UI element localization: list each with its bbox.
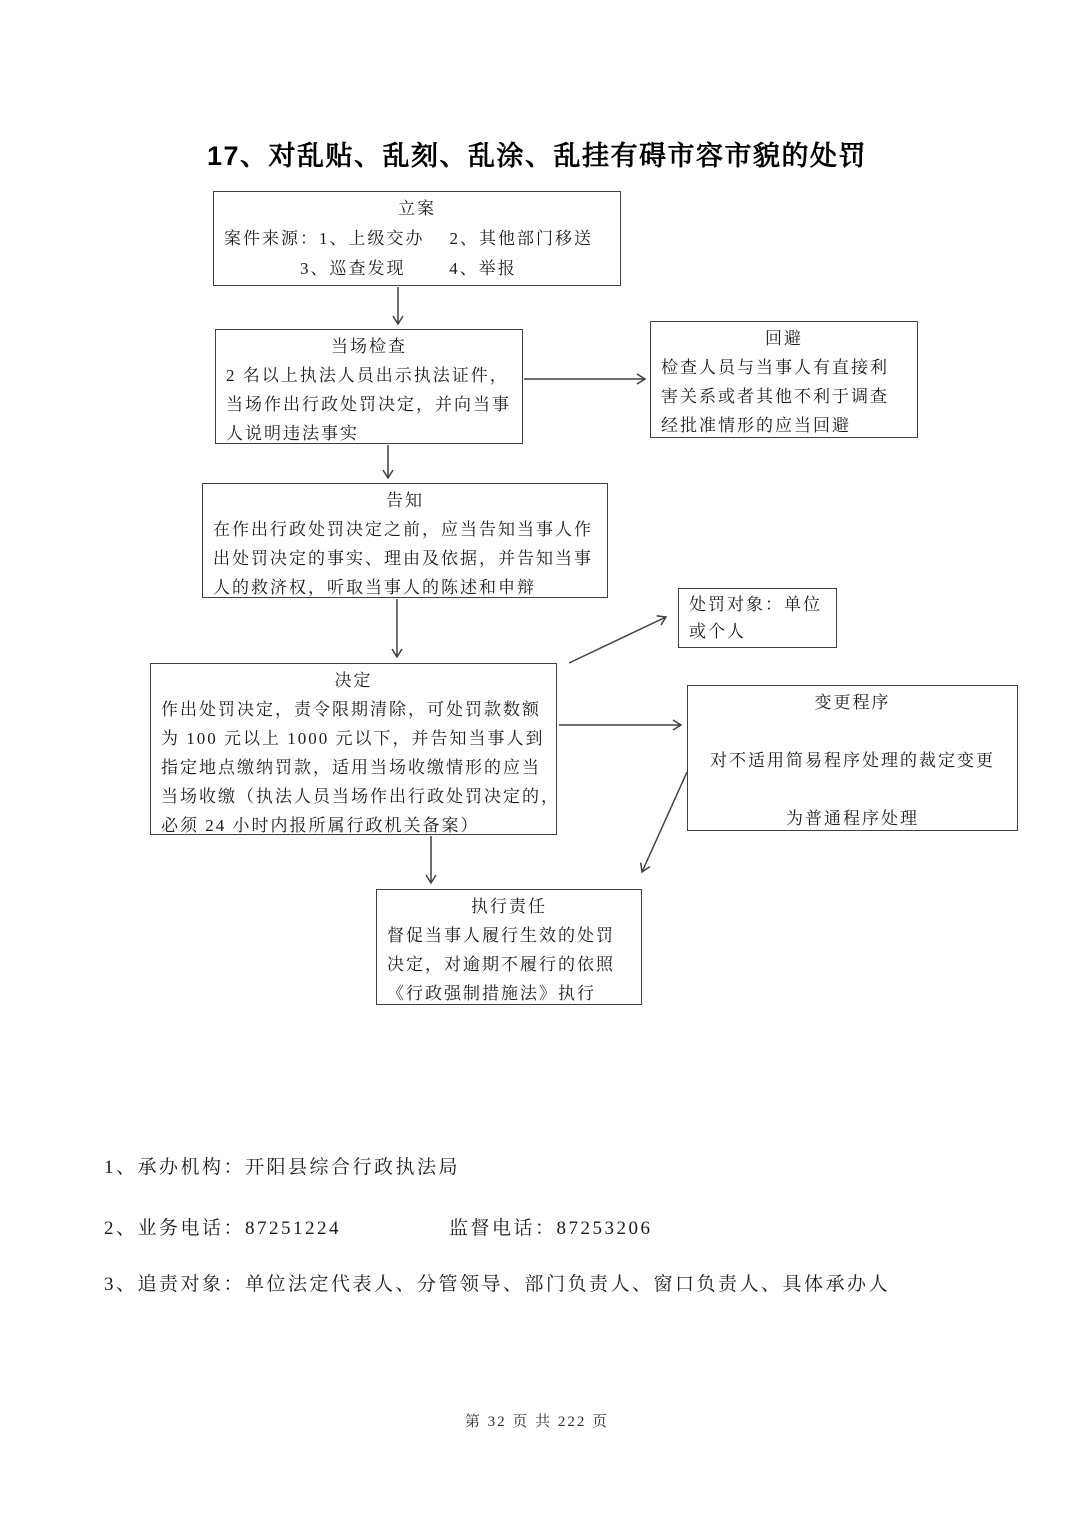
note-undertaking-agency: 1、承办机构：开阳县综合行政执法局 bbox=[104, 1157, 461, 1178]
flow-box-recusal bbox=[650, 321, 918, 438]
box-text-line: 处罚对象：单位 bbox=[689, 595, 822, 614]
note-accountability-targets: 3、追责对象：单位法定代表人、分管领导、部门负责人、窗口负责人、具体承办人 bbox=[104, 1274, 891, 1295]
arrow-decision-to-target bbox=[569, 617, 666, 663]
flow-box-execution-responsibility bbox=[376, 889, 642, 1005]
box-title-change-procedure: 变更程序 bbox=[814, 693, 891, 712]
box-text-line: 出处罚决定的事实、理由及依据，并告知当事 bbox=[213, 549, 593, 568]
box-text-line: 为 100 元以上 1000 元以下，并告知当事人到 bbox=[161, 729, 545, 748]
box-text-line: 或个人 bbox=[689, 622, 746, 641]
box-title-execution-responsibility: 执行责任 bbox=[471, 897, 547, 916]
box-text-line: 作出处罚决定，责令限期清除，可处罚款数额 bbox=[161, 700, 541, 719]
flow-box-notification bbox=[202, 483, 608, 598]
flow-box-decision bbox=[150, 663, 560, 835]
box-title-decision: 决定 bbox=[334, 671, 373, 690]
box-text-line: 指定地点缴纳罚款，适用当场收缴情形的应当 bbox=[161, 758, 541, 777]
box-text-line: 案件来源：1、上级交办 2、其他部门移送 bbox=[224, 229, 593, 248]
box-text-line: 3、巡查发现 4、举报 bbox=[300, 259, 517, 278]
box-title-onsite-inspection: 当场检查 bbox=[331, 337, 407, 356]
box-title-notification: 告知 bbox=[386, 491, 424, 510]
box-text-line: 检查人员与当事人有直接利 bbox=[661, 358, 889, 377]
box-text-line: 对不适用简易程序处理的裁定变更 bbox=[710, 751, 995, 770]
box-text-line: 决定，对逾期不履行的依照 bbox=[387, 955, 615, 974]
page-number: 第 32 页 共 222 页 bbox=[464, 1414, 610, 1430]
box-text-line: 当场作出行政处罚决定，并向当事 bbox=[226, 395, 511, 414]
box-text-line: 当场收缴（执法人员当场作出行政处罚决定的， bbox=[161, 787, 560, 806]
arrow-change-procedure-to-execution bbox=[642, 772, 687, 872]
flow-box-case-filing bbox=[213, 191, 621, 286]
box-text-line: 经批准情形的应当回避 bbox=[661, 416, 851, 435]
flow-box-punishment-target bbox=[678, 588, 837, 648]
box-text-line: 人说明违法事实 bbox=[226, 424, 359, 443]
box-text-line: 必须 24 小时内报所属行政机关备案） bbox=[161, 816, 480, 835]
box-text-line: 2 名以上执法人员出示执法证件， bbox=[226, 366, 509, 385]
box-text-line: 督促当事人履行生效的处罚 bbox=[387, 926, 615, 945]
box-title-recusal: 回避 bbox=[765, 329, 803, 348]
flow-box-onsite-inspection bbox=[215, 329, 523, 444]
note-phone-numbers bbox=[104, 1216, 653, 1242]
flow-box-change-procedure bbox=[687, 685, 1018, 831]
box-title-case-filing: 立案 bbox=[398, 199, 436, 218]
blank-line bbox=[698, 775, 1007, 804]
blank-line bbox=[698, 717, 1007, 746]
box-text-line: 为普通程序处理 bbox=[786, 809, 919, 828]
box-text-line: 《行政强制措施法》执行 bbox=[387, 984, 596, 1003]
supervision-phone: 监督电话：87253206 bbox=[449, 1218, 653, 1239]
box-text-line: 害关系或者其他不利于调查 bbox=[661, 387, 889, 406]
business-phone: 2、业务电话：87251224 bbox=[104, 1218, 342, 1239]
page-title: 17、对乱贴、乱刻、乱涂、乱挂有碍市容市貌的处罚 bbox=[206, 141, 868, 171]
box-text-line: 人的救济权，听取当事人的陈述和申辩 bbox=[213, 578, 536, 597]
box-text-line: 在作出行政处罚决定之前，应当告知当事人作 bbox=[213, 520, 593, 539]
